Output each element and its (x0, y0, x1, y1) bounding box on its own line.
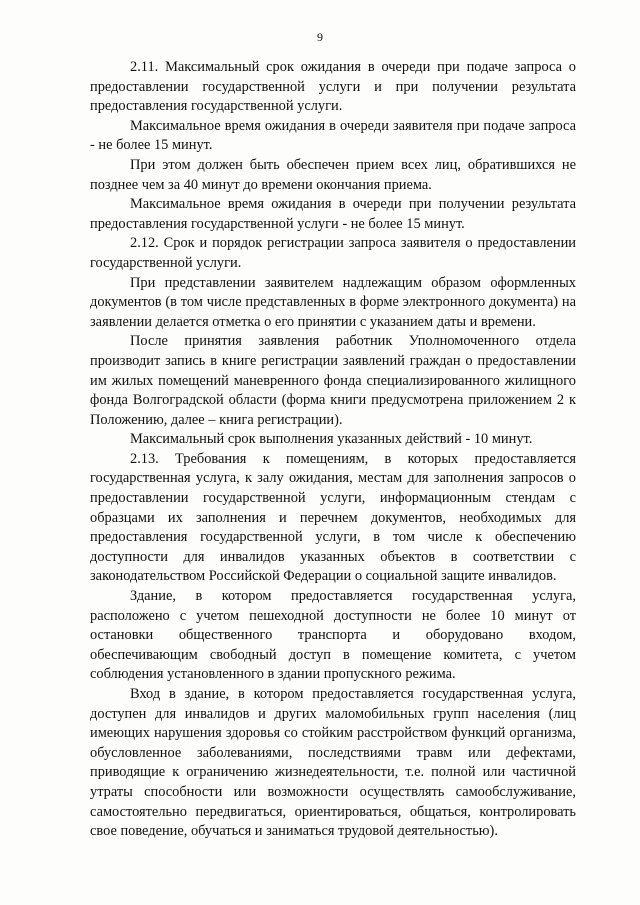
document-body (90, 58, 576, 842)
paragraph-building-location: Здание, в котором предоставляется государственная услуга, расположено с учетом пешеходной доступности не более 10 минут от остановки общественного транспорта и оборудовано входом, обеспечивающим свободный доступ в помещение комитета, с учетом соблюдения установленного в здании пропускного режима. (90, 588, 576, 683)
paragraph-queue-time-submission: Максимальное время ожидания в очереди заявителя при подаче запроса - не более 15 минут. (90, 117, 576, 154)
paragraph-2-12: 2.12. Срок и порядок регистрации запроса заявителя о предоставлении государственной услуги. (90, 235, 576, 271)
page-number: 9 (317, 30, 323, 44)
paragraph-acceptance-mark: При представлении заявителем надлежащим образом оформленных документов (в том числе представленных в форме электронного документа) на заявлении делается отметка о его принятии с указанием даты и времени. (90, 274, 576, 330)
paragraph-entrance-accessibility: Вход в здание, в котором предоставляется государственная услуга, доступен для инвалидов и других маломобильных групп населения (лиц имеющих нарушения здоровья со стойким расстройством функций организма, обусловленное заболеваниями, последствиями травм или дефектами, приводящие к ограничению жизнедеятельности, т.е. полной или частичной утраты способности или возможности осуществлять самообслуживание, самостоятельно передвигаться, ориентироваться, общаться, контролировать свое поведение, обучаться и заниматься трудовой деятельностью). (90, 686, 576, 840)
paragraph-max-action-time: Максимальный срок выполнения указанных действий - 10 минут. (130, 431, 533, 448)
paragraph-queue-time-result: Максимальное время ожидания в очереди при получении результата предоставления государственной услуги - не более 15 минут. (90, 196, 576, 232)
paragraph-registration-record: После принятия заявления работник Уполномоченного отдела производит запись в книге регистрации заявлений граждан о предоставлении им жилых помещений маневренного фонда специализированного жилищного фонда Волгоградской области (форма книги предусмотрена приложением 2 к Положению, далее – книга регистрации). (90, 333, 576, 428)
paragraph-2-13: 2.13. Требования к помещениям, в которых предоставляется государственная услуга, к залу ожидания, местам для заполнения запросов о предоставлении государственной услуги, информационным стендам с образцами их заполнения и перечнем документов, необходимых для предоставления государственной услуги, в том числе к обеспечению доступности для инвалидов указанных объектов в соответствии с законодательством Российской Федерации о социальной защите инвалидов. (90, 450, 576, 585)
paragraph-2-11: 2.11. Максимальный срок ожидания в очереди при подаче запроса о предоставлении государственной услуги и при получении результата предоставления государственной услуги. (90, 59, 576, 115)
paragraph-reception-guarantee: При этом должен быть обеспечен прием всех лиц, обратившихся не позднее чем за 40 минут до времени окончания приема. (90, 156, 576, 193)
